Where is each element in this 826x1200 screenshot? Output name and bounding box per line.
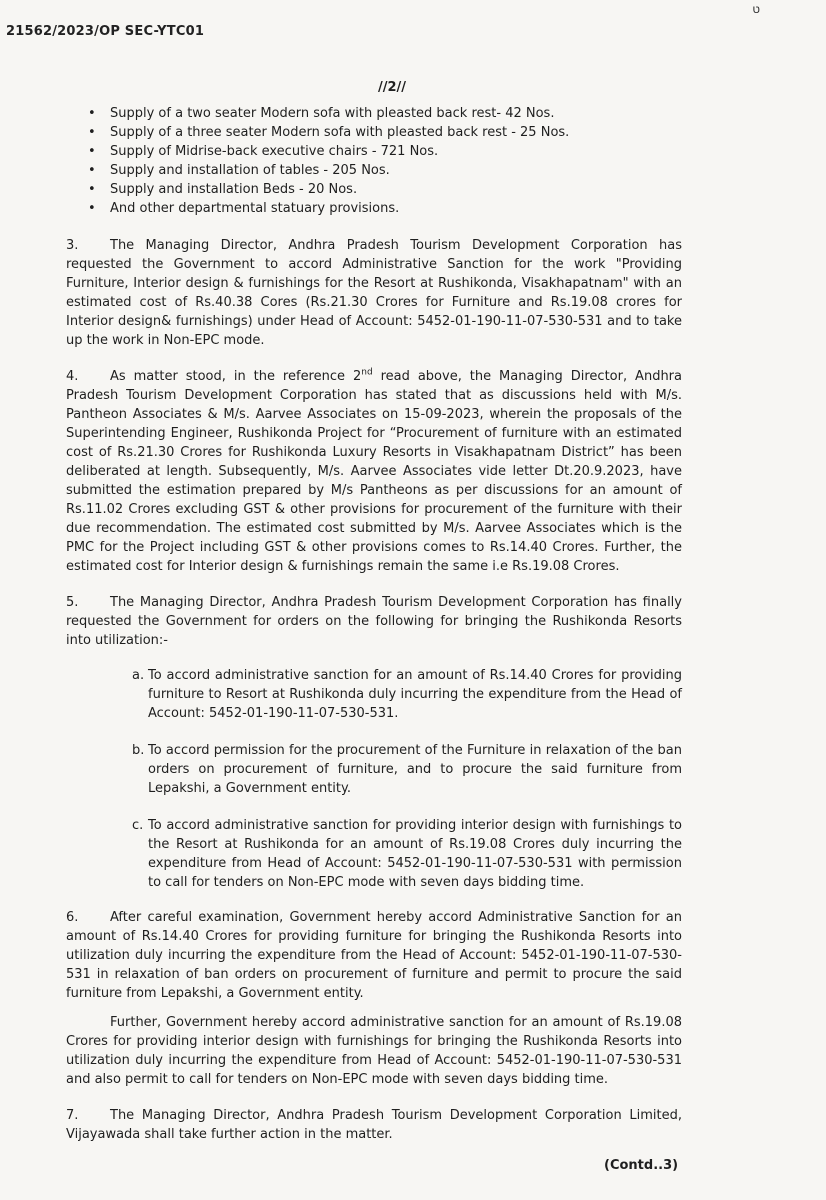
list-item: • And other departmental statuary provisions. xyxy=(66,199,682,218)
request-item xyxy=(66,816,682,892)
continued-marker: (Contd..3) xyxy=(604,1158,679,1173)
item-letter: b. xyxy=(132,743,145,758)
item-list xyxy=(66,104,682,218)
list-item: • Supply of a two seater Modern sofa with pleasted back rest- 42 Nos. xyxy=(66,104,682,123)
list-item: • Supply and installation of tables - 205 Nos. xyxy=(66,161,682,180)
list-item: • Supply of Midrise-back executive chairs - 721 Nos. xyxy=(66,142,682,161)
paragraph-4 xyxy=(66,367,682,576)
request-item xyxy=(66,741,682,798)
item-text: To accord permission for the procurement of the Furniture in relaxation of the ban orders on procurement of furniture, and to procure the said furniture from Lepakshi, a Government entity. xyxy=(148,743,682,796)
file-reference: 21562/2023/OP SEC-YTC01 xyxy=(6,24,205,39)
request-list xyxy=(66,666,682,892)
paragraph-number: 3. xyxy=(66,238,79,253)
paragraph-3 xyxy=(66,236,682,350)
paragraph-number: 4. xyxy=(66,369,79,384)
paragraph-text-cont: read above, the Managing Director, Andhra Pradesh Tourism Development Corporation has stated that as discussions held with M/s. Pantheon Associates & M/s. Aarvee Associates on 15-09-2023, wherein the proposals of the Superintending Engineer, Rushikonda Project for “Procurement of furniture with an estimated cost of Rs.21.30 Crores for Rushikonda Luxury Resorts in Visakhapatnam District” has been deliberated at length. Subsequently, M/s. Aarvee Associates vide letter Dt.20.9.2023, have submitted the estimation prepared by M/s Pantheons as per discussions for an amount of Rs.11.02 Crores excluding GST & other provisions for procurement of the furniture with their due recommendation. The estimated cost submitted by M/s. Aarvee Associates which is the PMC for the Project including GST & other provisions comes to Rs.14.40 Crores. Further, the estimated cost for Interior design & furnishings remain the same i.e Rs.19.08 Crores. xyxy=(66,369,682,574)
page-marker: //2// xyxy=(378,80,407,95)
paragraph-number: 5. xyxy=(66,595,79,610)
paragraph-6 xyxy=(66,908,682,1003)
paragraph-text: The Managing Director, Andhra Pradesh Tourism Development Corporation has finally requested the Government for orders on the following for bringing the Rushikonda Resorts into utilization:- xyxy=(66,595,682,648)
item-letter: c. xyxy=(132,818,144,833)
list-item: • Supply of a three seater Modern sofa with pleasted back rest - 25 Nos. xyxy=(66,123,682,142)
ordinal-suffix: nd xyxy=(361,367,373,378)
paragraph-6-continued: Further, Government hereby accord administrative sanction for an amount of Rs.19.08 Crores for providing interior design with furnishings for bringing the Rushikonda Resorts into utilization duly incurring the expenditure from Head of Account: 5452-01-190-11-07-530-531 and also permit to call for tenders on Non-EPC mode with seven days bidding time. xyxy=(66,1015,682,1087)
paragraph-7 xyxy=(66,1106,682,1144)
item-letter: a. xyxy=(132,668,145,683)
list-item: • Supply and installation Beds - 20 Nos. xyxy=(66,180,682,199)
paragraph-text: After careful examination, Government hereby accord Administrative Sanction for an amount of Rs.14.40 Crores for providing furniture for bringing the Rushikonda Resorts into utilization duly incurring the expenditure from the Head of Account: 5452-01-190-11-07-530-531 in relaxation of ban orders on procurement of furniture and permit to procure the said furniture from Lepakshi, a Government entity. xyxy=(66,910,682,1001)
document-body xyxy=(66,104,682,1144)
paragraph-number: 6. xyxy=(66,910,79,925)
paragraph-text: As matter stood, in the reference 2 xyxy=(110,369,362,384)
paragraph-5 xyxy=(66,593,682,650)
item-text: To accord administrative sanction for an amount of Rs.14.40 Crores for providing furniture to Resort at Rushikonda duly incurring the expenditure from the Head of Account: 5452-01-190-11-07-530-531. xyxy=(148,668,682,721)
corner-mark: ט xyxy=(752,2,760,16)
request-item xyxy=(66,666,682,723)
paragraph-text: The Managing Director, Andhra Pradesh Tourism Development Corporation Limited, Vijayawada shall take further action in the matter. xyxy=(66,1108,682,1142)
paragraph-number: 7. xyxy=(66,1108,79,1123)
paragraph-text: The Managing Director, Andhra Pradesh Tourism Development Corporation has requested the Government to accord Administrative Sanction for the work "Providing Furniture, Interior design & furnishings for the Resort at Rushikonda, Visakhapatnam" with an estimated cost of Rs.40.38 Cores (Rs.21.30 Crores for Furniture and Rs.19.08 crores for Interior design& furnishings) under Head of Account: 5452-01-190-11-07-530-531 and to take up the work in Non-EPC mode. xyxy=(66,238,682,348)
item-text: To accord administrative sanction for providing interior design with furnishings to the Resort at Rushikonda for an amount of Rs.19.08 Crores duly incurring the expenditure from Head of Account: 5452-01-190-11-07-530-531 with permission to call for tenders on Non-EPC mode with seven days bidding time. xyxy=(148,818,682,890)
